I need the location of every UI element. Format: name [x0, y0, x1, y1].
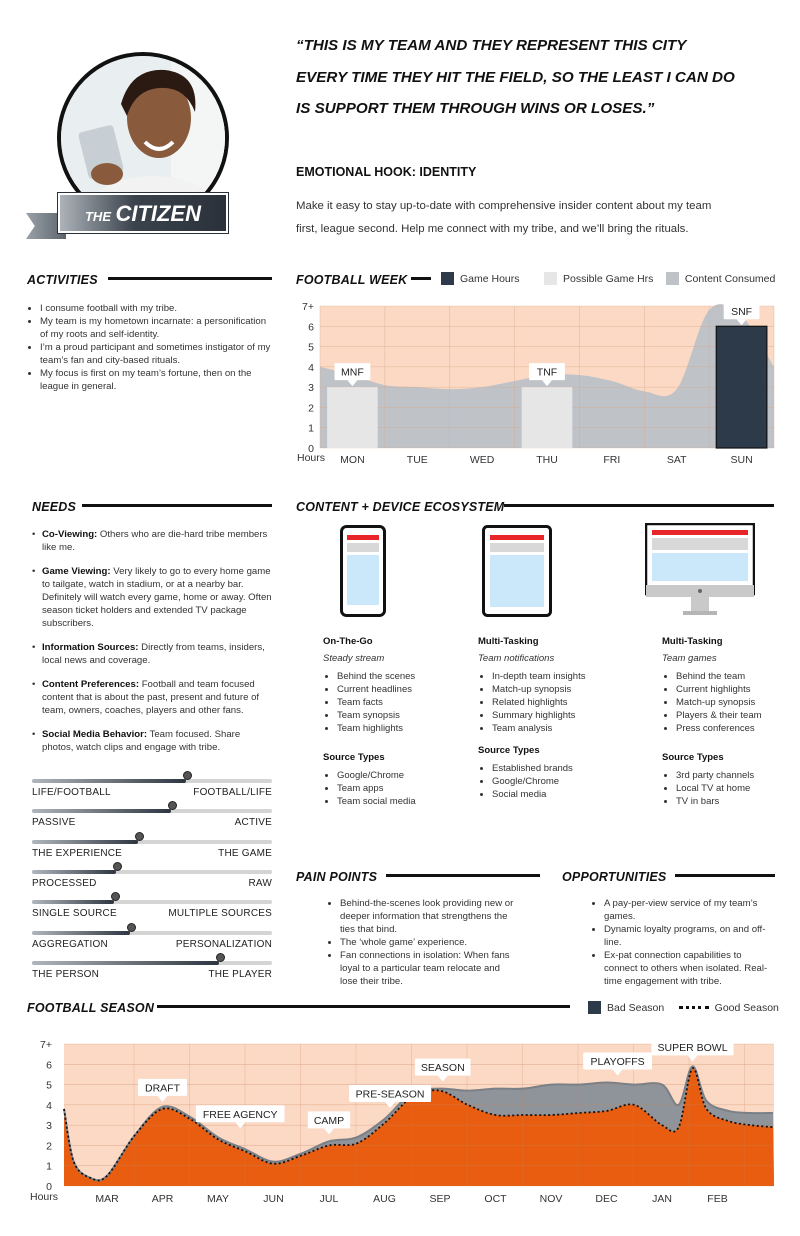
season-event-pre-season: PRE-SEASON — [355, 1088, 425, 1101]
week-x-tick: FRI — [603, 454, 621, 466]
opportunity-item: • Ex-pat connection capabilities to connect to others when isolated. Real-time engagement with tribe. — [604, 949, 776, 988]
device-content-list — [323, 670, 453, 735]
opportunities-rule — [675, 874, 775, 877]
source-type-item: • Local TV at home — [676, 782, 792, 795]
activities-list — [28, 302, 272, 393]
season-y-tick: 6 — [46, 1059, 52, 1072]
slider-right-label: PERSONALIZATION — [175, 938, 272, 950]
device-content-item: • Match-up synopsis — [492, 683, 608, 696]
season-legend — [588, 999, 779, 1017]
hook-title: EMOTIONAL HOOK: IDENTITY — [296, 165, 477, 179]
season-event-draft: DRAFT — [145, 1082, 180, 1095]
opportunities-list — [594, 897, 776, 988]
need-item — [32, 678, 272, 717]
week-x-tick: SAT — [666, 454, 687, 466]
week-bar-label-mon: MNF — [341, 366, 364, 379]
season-y-axis-label: Hours — [30, 1191, 59, 1203]
device-column — [662, 636, 792, 818]
device-content-item: • Press conferences — [676, 722, 792, 735]
legend-swatch-game — [441, 272, 454, 285]
source-type-item: • Social media — [492, 788, 608, 801]
slider-knob — [183, 771, 192, 780]
badge-prefix: THE — [84, 209, 111, 224]
source-types-title: Source Types — [662, 752, 724, 763]
season-x-tick: OCT — [484, 1193, 507, 1205]
source-type-item: • Team social media — [337, 795, 453, 808]
trait-slider — [32, 805, 272, 833]
week-x-tick: SUN — [730, 454, 753, 466]
source-type-item: • 3rd party channels — [676, 769, 792, 782]
pain-item: • Fan connections in isolation: When fans loyal to a particular team relocate and lose their tribe. — [340, 949, 520, 988]
slider-right-label: RAW — [248, 877, 272, 889]
source-type-item: • Google/Chrome — [337, 769, 453, 782]
source-types-list — [662, 769, 792, 808]
slider-right-label: ACTIVE — [234, 817, 272, 829]
quote-line-2: EVERY TIME THEY HIT THE FIELD, SO THE LEAST I CAN DO — [296, 68, 735, 86]
week-x-tick: MON — [340, 454, 365, 466]
opportunity-item: • Dynamic loyalty programs, on and off-line. — [604, 923, 776, 949]
activity-item: • My team is my hometown incarnate: a personification of my roots and self-identity. — [40, 315, 272, 341]
season-y-tick: 5 — [46, 1079, 52, 1092]
week-y-tick: 0 — [308, 443, 314, 455]
device-content-item: • Team synopsis — [337, 709, 453, 722]
season-x-tick: FEB — [707, 1193, 728, 1205]
week-y-tick: 4 — [308, 361, 314, 374]
activities-title: ACTIVITIES — [27, 273, 98, 287]
slider-right-label: THE PLAYER — [208, 968, 272, 980]
source-types-list — [478, 762, 608, 801]
season-y-tick: 1 — [46, 1160, 52, 1173]
slider-knob — [127, 923, 136, 932]
device-content-item: • Behind the team — [676, 670, 792, 683]
week-y-tick: 5 — [308, 341, 314, 354]
device-name: Multi-Tasking — [478, 636, 539, 647]
hook-line-2: first, league second. Help me connect with my tribe, and we’ll bring the rituals. — [296, 223, 689, 235]
week-y-tick: 1 — [308, 422, 314, 435]
week-x-tick: THU — [536, 454, 558, 466]
legend-swatch-consumed — [666, 272, 679, 285]
needs-title: NEEDS — [32, 500, 77, 514]
device-content-item: • Team highlights — [337, 722, 453, 735]
need-text: Directly from teams, insiders, local news and coverage. — [42, 642, 265, 666]
legend-swatch-bad-season — [588, 1001, 601, 1014]
slider-knob — [113, 862, 122, 871]
persona-badge — [58, 193, 228, 233]
source-type-item: • TV in bars — [676, 795, 792, 808]
pain-list — [330, 897, 520, 988]
source-types-list — [323, 769, 453, 808]
season-x-tick: APR — [151, 1193, 174, 1205]
opportunity-item: • A pay-per-view service of my team’s games. — [604, 897, 776, 923]
legend-game-hours: Game Hours — [460, 272, 520, 285]
slider-fill — [32, 809, 171, 813]
season-x-tick: JUN — [263, 1193, 284, 1205]
slider-left-label: PROCESSED — [32, 877, 97, 889]
week-y-tick: 3 — [308, 382, 314, 395]
season-event-free-agency: FREE AGENCY — [202, 1108, 278, 1121]
week-legend — [441, 270, 781, 288]
season-y-tick: 7+ — [40, 1039, 52, 1051]
opportunities-title: OPPORTUNITIES — [562, 870, 667, 884]
slider-left-label: SINGLE SOURCE — [32, 908, 117, 920]
hook-line-1: Make it easy to stay up-to-date with comprehensive insider content about my team — [296, 200, 712, 212]
slider-left-label: THE EXPERIENCE — [32, 847, 123, 859]
quote-line-1: “THIS IS MY TEAM AND THEY REPRESENT THIS CITY — [296, 37, 687, 54]
device-content-list — [662, 670, 792, 735]
activity-item: • I consume football with my tribe. — [40, 302, 272, 315]
legend-bad-season: Bad Season — [607, 1001, 665, 1014]
season-y-tick: 2 — [46, 1140, 52, 1153]
season-x-tick: MAR — [95, 1193, 119, 1205]
source-types-title: Source Types — [478, 745, 540, 756]
football-week-title: FOOTBALL WEEK — [296, 273, 408, 287]
football-season-rule — [157, 1005, 570, 1008]
ecosystem-title: CONTENT + DEVICE ECOSYSTEM — [296, 500, 505, 514]
slider-right-label: FOOTBALL/LIFE — [193, 787, 272, 798]
ecosystem-rule — [504, 504, 774, 507]
slider-fill — [32, 840, 138, 844]
device-subtitle: Team games — [662, 653, 717, 664]
need-text: Very likely to go to every home game to tailgate, watch in stadium, or at a nearby bar. Definitely will watch every game, home or away. Often season ticket holders and extended TV package subscribers. — [42, 566, 272, 629]
persona-quote — [296, 30, 786, 125]
slider-knob — [135, 832, 144, 841]
slider-fill — [32, 961, 219, 965]
slider-right-label: MULTIPLE SOURCES — [168, 908, 272, 920]
device-content-item: • Match-up synopsis — [676, 696, 792, 709]
slider-right-label: THE GAME — [218, 847, 272, 859]
season-x-tick: NOV — [539, 1193, 563, 1205]
device-subtitle: Team notifications — [478, 653, 555, 664]
desktop-icon — [645, 523, 755, 617]
need-text: Team focused. Share photos, watch clips and engage with tribe. — [42, 729, 241, 753]
tablet-icon — [482, 525, 552, 617]
pain-title: PAIN POINTS — [296, 870, 378, 884]
need-label: Co-Viewing: — [42, 529, 98, 540]
device-content-list — [478, 670, 608, 735]
source-types-title: Source Types — [323, 752, 385, 763]
trait-slider — [32, 957, 272, 985]
device-content-item: • Current highlights — [676, 683, 792, 696]
season-x-tick: AUG — [373, 1193, 396, 1205]
source-type-item: • Established brands — [492, 762, 608, 775]
season-y-tick: 0 — [46, 1181, 52, 1193]
season-y-tick: 4 — [46, 1099, 52, 1112]
quote-line-3: IS SUPPORT THEM THROUGH WINS OR LOSES.” — [296, 100, 655, 117]
source-type-item: • Team apps — [337, 782, 453, 795]
legend-possible-hours: Possible Game Hrs — [562, 272, 654, 285]
week-bar-sun — [716, 326, 767, 448]
football-week-chart — [290, 298, 780, 468]
needs-list — [32, 528, 272, 765]
slider-fill — [32, 931, 130, 935]
season-x-tick: MAY — [207, 1193, 229, 1205]
slider-left-label: PASSIVE — [32, 817, 76, 829]
device-content-item: • Behind the scenes — [337, 670, 453, 683]
season-event-super-bowl: SUPER BOWL — [657, 1041, 728, 1054]
need-label: Information Sources: — [42, 642, 139, 653]
week-y-tick: 6 — [308, 321, 314, 334]
season-x-tick: JUL — [319, 1193, 339, 1205]
week-bar-label-sun: SNF — [731, 305, 753, 318]
football-week-rule — [411, 277, 431, 280]
slider-fill — [32, 870, 116, 874]
activities-rule — [108, 277, 272, 280]
legend-content-consumed: Content Consumed — [684, 272, 776, 285]
trait-slider — [32, 927, 272, 955]
season-x-tick: JAN — [652, 1193, 672, 1205]
trait-slider — [32, 896, 272, 924]
week-bar-thu — [522, 387, 573, 448]
needs-rule — [82, 504, 272, 507]
pain-item: • Behind-the-scenes look providing new or deeper information that strengthens the ties that bind. — [340, 897, 520, 936]
legend-good-season: Good Season — [714, 1001, 779, 1014]
need-text: Football and team focused content that is about the past, present and future of team, owners, coaches, players and other fans. — [42, 679, 260, 716]
device-name: On-The-Go — [323, 636, 373, 647]
device-content-item: • Current headlines — [337, 683, 453, 696]
need-label: Content Preferences: — [42, 679, 140, 690]
week-bar-mon — [327, 387, 378, 448]
football-season-chart — [26, 1036, 778, 1208]
slider-left-label: THE PERSON — [32, 968, 100, 980]
season-y-tick: 3 — [46, 1120, 52, 1133]
season-x-tick: DEC — [595, 1193, 618, 1205]
device-content-item: • In-depth team insights — [492, 670, 608, 683]
trait-slider — [32, 866, 272, 894]
need-text: Others who are die-hard tribe members like me. — [42, 529, 268, 553]
need-item — [32, 565, 272, 630]
pain-rule — [386, 874, 540, 877]
week-bar-label-thu: TNF — [536, 366, 558, 379]
slider-left-label: LIFE/FOOTBALL — [32, 787, 111, 798]
device-content-item: • Summary highlights — [492, 709, 608, 722]
legend-dotted-line-icon — [679, 1006, 709, 1009]
phone-icon — [340, 525, 386, 617]
week-x-tick: TUE — [406, 454, 428, 466]
need-item — [32, 728, 272, 754]
slider-left-label: AGGREGATION — [32, 938, 108, 950]
activity-item: • I’m a proud participant and sometimes instigator of my team’s fan and city-based rituals. — [40, 341, 272, 367]
slider-knob — [216, 953, 225, 962]
source-type-item: • Google/Chrome — [492, 775, 608, 788]
device-content-item: • Related highlights — [492, 696, 608, 709]
season-x-tick: SEP — [429, 1193, 451, 1205]
badge-name: CITIZEN — [115, 201, 201, 226]
week-x-tick: WED — [469, 454, 495, 466]
legend-swatch-possible — [544, 272, 557, 285]
device-content-item: • Players & their team — [676, 709, 792, 722]
device-subtitle: Steady stream — [323, 653, 385, 664]
slider-fill — [32, 779, 186, 783]
season-event-playoffs: PLAYOFFS — [590, 1056, 645, 1069]
need-label: Game Viewing: — [42, 566, 111, 577]
activity-item: • My focus is first on my team’s fortune, then on the league in general. — [40, 367, 272, 393]
need-item — [32, 528, 272, 554]
season-event-season: SEASON — [420, 1062, 465, 1075]
week-y-axis-label: Hours — [297, 452, 326, 464]
trait-slider — [32, 836, 272, 864]
device-name: Multi-Tasking — [662, 636, 723, 647]
week-y-tick: 7+ — [302, 301, 314, 313]
slider-fill — [32, 900, 114, 904]
device-column — [478, 636, 608, 811]
week-y-tick: 2 — [308, 402, 314, 415]
hook-description — [296, 195, 786, 241]
need-label: Social Media Behavior: — [42, 729, 148, 740]
device-column — [323, 636, 453, 818]
slider-knob — [111, 892, 120, 901]
football-season-title: FOOTBALL SEASON — [27, 1001, 155, 1015]
trait-slider — [32, 775, 272, 803]
pain-item: • The ‘whole game’ experience. — [340, 936, 520, 949]
need-item — [32, 641, 272, 667]
device-content-item: • Team analysis — [492, 722, 608, 735]
device-content-item: • Team facts — [337, 696, 453, 709]
season-event-camp: CAMP — [313, 1114, 345, 1127]
